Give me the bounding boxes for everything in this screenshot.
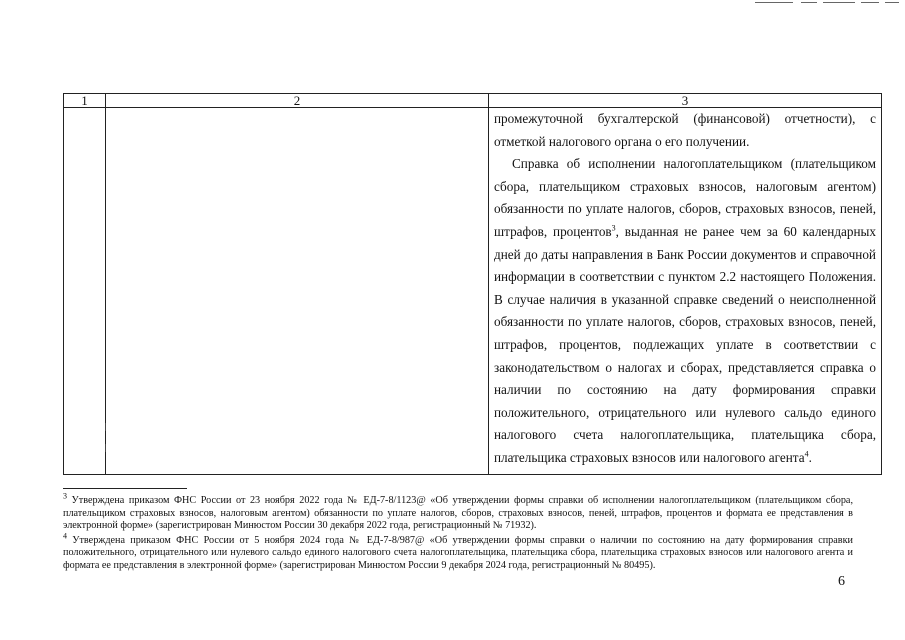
paragraph-tail: . (808, 449, 812, 465)
footnote-text: Утверждена приказом ФНС России от 23 ноября 2022 года № ЕД-7-8/1123@ «Об утверждении формы справки об исполнении налогоплательщиком (плательщиком сбора, плательщиком страховых взносов, налоговым агентом) обязанности по уплате налогов, сборов, страховых взносов, пеней, штрафов, процентов и формата ее представления в электронной форме» (зарегистрирован Минюстом России 30 декабря 2022 года, регистрационный № 71932). (63, 495, 853, 532)
scan-tick-mark (105, 423, 106, 431)
paragraph-text: Справка об исполнении налогоплательщиком (плательщиком сбора, плательщиком страховых взносов, налоговым агентом) обязанности по уплате налогов, сборов, страховых взносов, пеней, штрафов, процентов (494, 156, 876, 239)
footnote-3 (63, 491, 853, 533)
footnote-number: 4 (63, 531, 67, 541)
paragraph-text: промежуточной бухгалтерской (финансовой) отчетности), с отметкой налогового органа о его получении. (494, 111, 876, 149)
paragraph-continuation (494, 108, 876, 153)
footnote-separator (63, 488, 187, 489)
footnote-ref-3[interactable]: 3 (611, 223, 616, 233)
table-cell-col-3 (489, 108, 882, 475)
footnote-4 (63, 531, 853, 573)
page-number: 6 (838, 574, 845, 589)
scan-tick-mark (105, 444, 106, 452)
footnote-ref-4[interactable]: 4 (804, 449, 809, 459)
table-header-col-3: 3 (489, 94, 882, 108)
footnote-number: 3 (63, 491, 67, 501)
table-cell-col-2 (106, 108, 489, 475)
paragraph-text-continued: , выданная не ранее чем за 60 календарных дней до даты направления в Банк России документов и справочной информации в соответствии с пунктом 2.2 настоящего Положения. В случае наличия в указанной справке сведений о неисполненной обязанности по уплате налогов, сборов, страховых взносов, пеней, штрафов, процентов, подлежащих уплате в соответствии с законодательством о налогах и сборах, представляется справка о наличии по состоянию на дату формирования справки положительного, отрицательного или нулевого сальдо единого налогового счета налогоплательщика, плательщика сбора, плательщика страховых взносов или налогового агента (494, 223, 876, 465)
table-row (64, 108, 882, 475)
table-header-col-1: 1 (64, 94, 106, 108)
footnote-text: Утверждена приказом ФНС России от 5 ноября 2024 года № ЕД-7-8/987@ «Об утверждении формы справки о наличии по состоянию на дату формирования справки положительного, отрицательного или нулевого сальдо единого налогового счета налогоплательщика, плательщика сбора, плательщика страховых взносов или налогового агента и формата ее представления в электронной форме» (зарегистрирован Минюстом России 9 декабря 2024 года, регистрационный № 80495). (63, 534, 853, 571)
paragraph-tax-certificate (494, 153, 876, 469)
document-table (63, 93, 882, 475)
table-header-col-2: 2 (106, 94, 489, 108)
footnotes (63, 491, 853, 573)
table-header-row (64, 94, 882, 108)
table-cell-col-1 (64, 108, 106, 475)
